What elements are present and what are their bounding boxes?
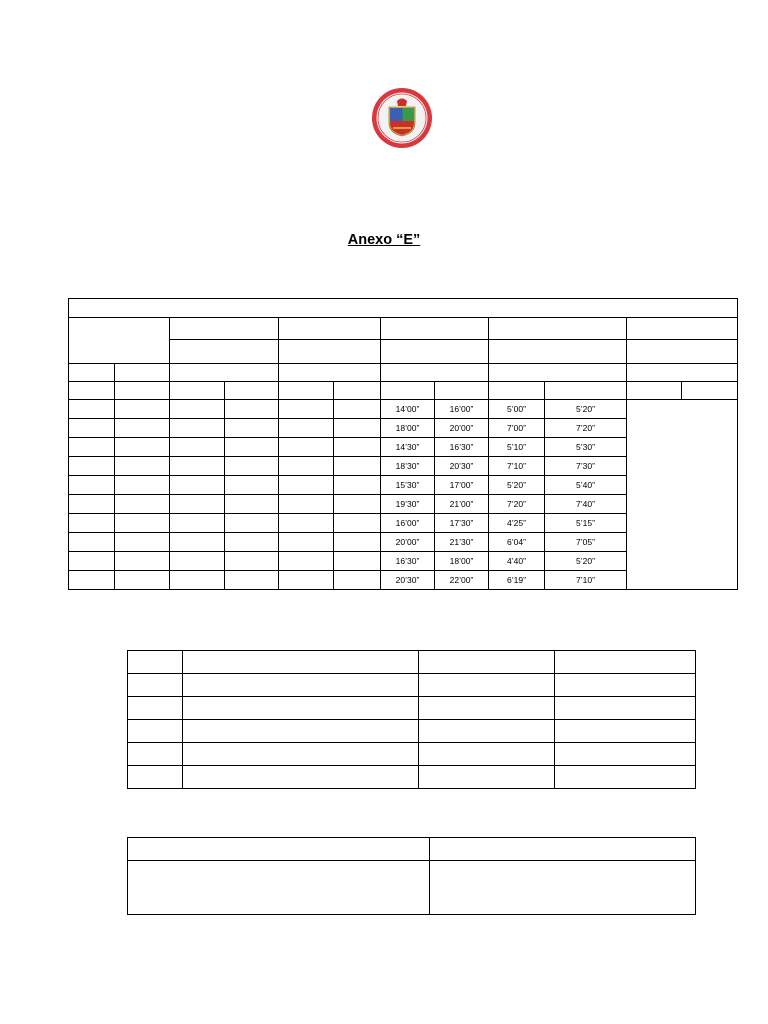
table-cell: 20’30” [381,571,435,590]
table-cell: 18’00” [381,419,435,438]
table-cell: 16’30” [435,438,489,457]
table-cell: 19’30” [381,495,435,514]
table-cell: 5’20” [489,476,545,495]
table-row [69,318,738,340]
table-cell: 14’30” [381,438,435,457]
document-title: Anexo “E” [347,232,421,248]
table-cell: 18’00” [435,552,489,571]
table-cell: 7’10” [545,571,627,590]
table-cell: 16’30” [381,552,435,571]
table-cell: 22’00” [435,571,489,590]
table-cell: 7’00” [489,419,545,438]
table-cell: 14’00” [381,400,435,419]
table-cell: 5’15” [545,514,627,533]
table-cell: 4’40” [489,552,545,571]
table-row [69,400,738,419]
table-cell: 16’00” [435,400,489,419]
table-row [128,697,696,720]
table-cell: 21’30” [435,533,489,552]
table-cell: 18’30” [381,457,435,476]
table-cell: 7’10” [489,457,545,476]
table-cell: 16’00” [381,514,435,533]
table-row [69,299,738,318]
table-cell: 20’30” [435,457,489,476]
table-cell: 5’40” [545,476,627,495]
table-cell: 4’25” [489,514,545,533]
table-cell: 17’30” [435,514,489,533]
table-cell: 7’20” [489,495,545,514]
table-cell: 7’05” [545,533,627,552]
table-row [69,340,738,364]
blank-signature-table [127,837,696,915]
table-row [69,364,738,382]
table-cell: 7’40” [545,495,627,514]
table-row [128,674,696,697]
table-cell: 5’20” [545,552,627,571]
table-cell: 6’19” [489,571,545,590]
table-cell: 5’00” [489,400,545,419]
table-cell: 7’20” [545,419,627,438]
table-cell: 7’30” [545,457,627,476]
table-cell: 5’20” [545,400,627,419]
table-row [128,743,696,766]
table-cell: 15’30” [381,476,435,495]
table-row [128,861,696,915]
table-row [128,838,696,861]
table-cell: 21’00” [435,495,489,514]
table-cell: 17’00” [435,476,489,495]
blank-list-table [127,650,696,789]
table-row [128,766,696,789]
table-cell: 20’00” [381,533,435,552]
table-row [128,651,696,674]
table-row [69,382,738,400]
table-cell: 6’04” [489,533,545,552]
table-cell: 5’30” [545,438,627,457]
table-cell: 5’10” [489,438,545,457]
table-cell: 20’00” [435,419,489,438]
institution-seal-logo [371,87,433,149]
schedule-table [68,298,738,590]
table-row [128,720,696,743]
